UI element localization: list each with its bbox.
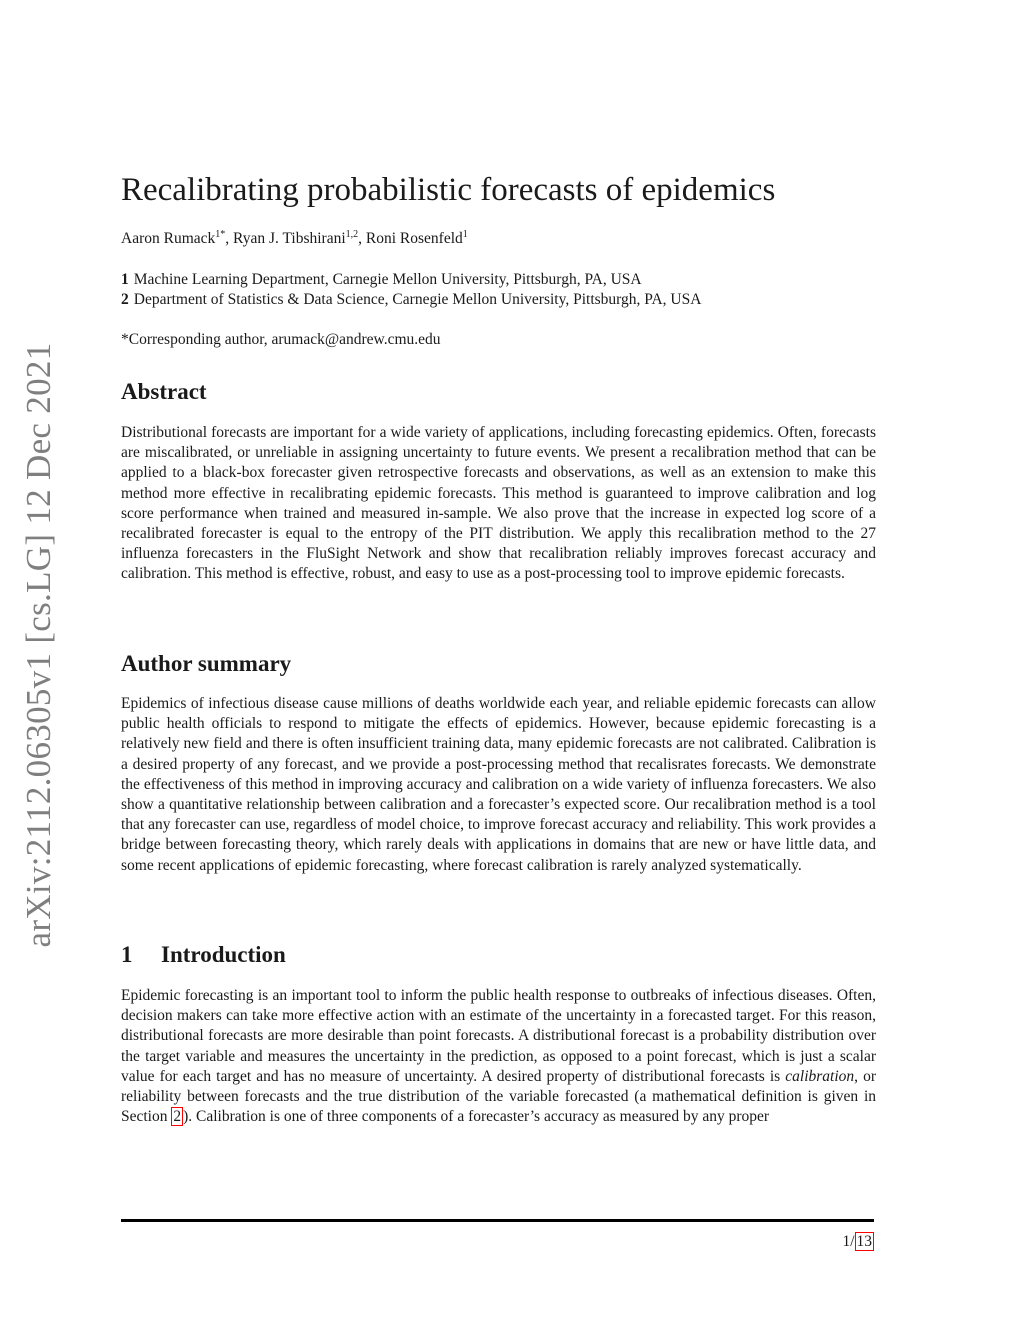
page-separator: / [850,1233,855,1250]
abstract-text: Distributional forecasts are important for a wide variety of applications, including forecasting epidemics. Often, forecasts are miscalibrated, or unreliable in assigning uncertainty to future events. We present a recalibration method that can be applied to a black-box forecaster given retrospective forecasts and observations, as well as an extension to make this method more effective in recalibrating epidemic forecasts. This method is guaranteed to improve calibration and log score performance when trained and measured in-sample. We also prove that the increase in expected log score of a recalibrated forecaster is equal to the entropy of the PIT distribution. We apply this recalibration method to the 27 influenza forecasters in the FluSight Network and show that recalibration reliably improves forecast accuracy and calibration. This method is effective, robust, and easy to use as a post-processing tool to improve epidemic forecasts. [121,424,876,583]
section-number: 1 [121,942,133,967]
introduction-heading [121,942,286,968]
emphasis-term: calibration [785,1067,855,1085]
author-affiliation-marker: 1,2 [345,229,359,240]
affiliation-number: 1 [121,271,129,288]
current-page: 1 [842,1233,851,1250]
affiliation-line [121,271,642,289]
author-summary-text: Epidemics of infectious disease cause millions of deaths worldwide each year, and reliable epidemic forecasts can allow public health officials to respond to mitigate the effects of epidemics. However, because epidemic forecasting is a relatively new field and there is often insufficient training data, many epidemic forecasts are not calibrated. Calibration is a desired property of any forecast, and we provide a post-processing method that recalisrates forecasts. We demonstrate the effectiveness of this method in improving accuracy and calibration on a wide variety of influenza forecasters. We also show a quantitative relationship between calibration and a forecaster’s expected score. Our recalibration method is a tool that any forecaster can use, regardless of model choice, to improve forecast accuracy and reliability. This work provides a bridge between forecasting theory, which rarely deals with applications in domains that are new or have little data, and some recent applications of epidemic forecasting, where forecast calibration is rarely analyzed systematically. [121,695,876,874]
introduction-text [121,986,876,1127]
page-number [842,1233,874,1251]
affiliation-text: Department of Statistics & Data Science, Carnegie Mellon University, Pittsburgh, PA, USA [133,291,702,308]
arxiv-identifier-text: arXiv:2112.06305v1 [cs.LG] 12 Dec 2021 [19,342,58,948]
corresponding-author: *Corresponding author, arumack@andrew.cmu.edu [121,331,441,348]
arxiv-identifier [15,342,63,948]
introduction-text-part: , or reliability between forecasts and the true distribution of the variable forecasted (a mathematical definition is given in Section [121,1067,876,1126]
paper-title: Recalibrating probabilistic forecasts of epidemics [121,172,776,208]
total-pages-link[interactable]: 13 [856,1233,872,1250]
abstract-heading: Abstract [121,379,207,404]
author-summary-heading: Author summary [121,651,292,676]
introduction-text-part: Epidemic forecasting is an important tool to inform the public health response to outbreaks of infectious diseases. Often, decision makers can take more effective action with an estimate of the uncertainty in a forecasted target. For this reason, distributional forecasts are more desirable than point forecasts. A distributional forecast is a probability distribution over the target variable and measures the uncertainty in the prediction, as opposed to a point forecast, which is just a scalar value for each target and has no measure of uncertainty. A desired property of distributional forecasts is [121,987,876,1085]
author-affiliation-marker: 1 [462,229,468,240]
introduction-text-part: ). Calibration is one of three components of a forecaster’s accuracy as measured by any proper [183,1108,770,1126]
affiliation-text: Machine Learning Department, Carnegie Mellon University, Pittsburgh, PA, USA [133,271,642,288]
author-affiliation-marker: 1* [215,229,226,240]
author-name: Roni Rosenfeld [365,230,463,247]
section-title: Introduction [161,942,286,967]
affiliation-number: 2 [121,291,129,308]
author-name: Aaron Rumack [121,230,216,247]
affiliation-line [121,291,701,309]
author-separator: , [358,230,366,247]
author-separator: , [225,230,234,247]
author-name: Ryan J. Tibshirani [233,230,346,247]
author-list [121,230,468,248]
footer-rule [121,1219,874,1222]
section-reference-link[interactable]: 2 [173,1108,182,1126]
